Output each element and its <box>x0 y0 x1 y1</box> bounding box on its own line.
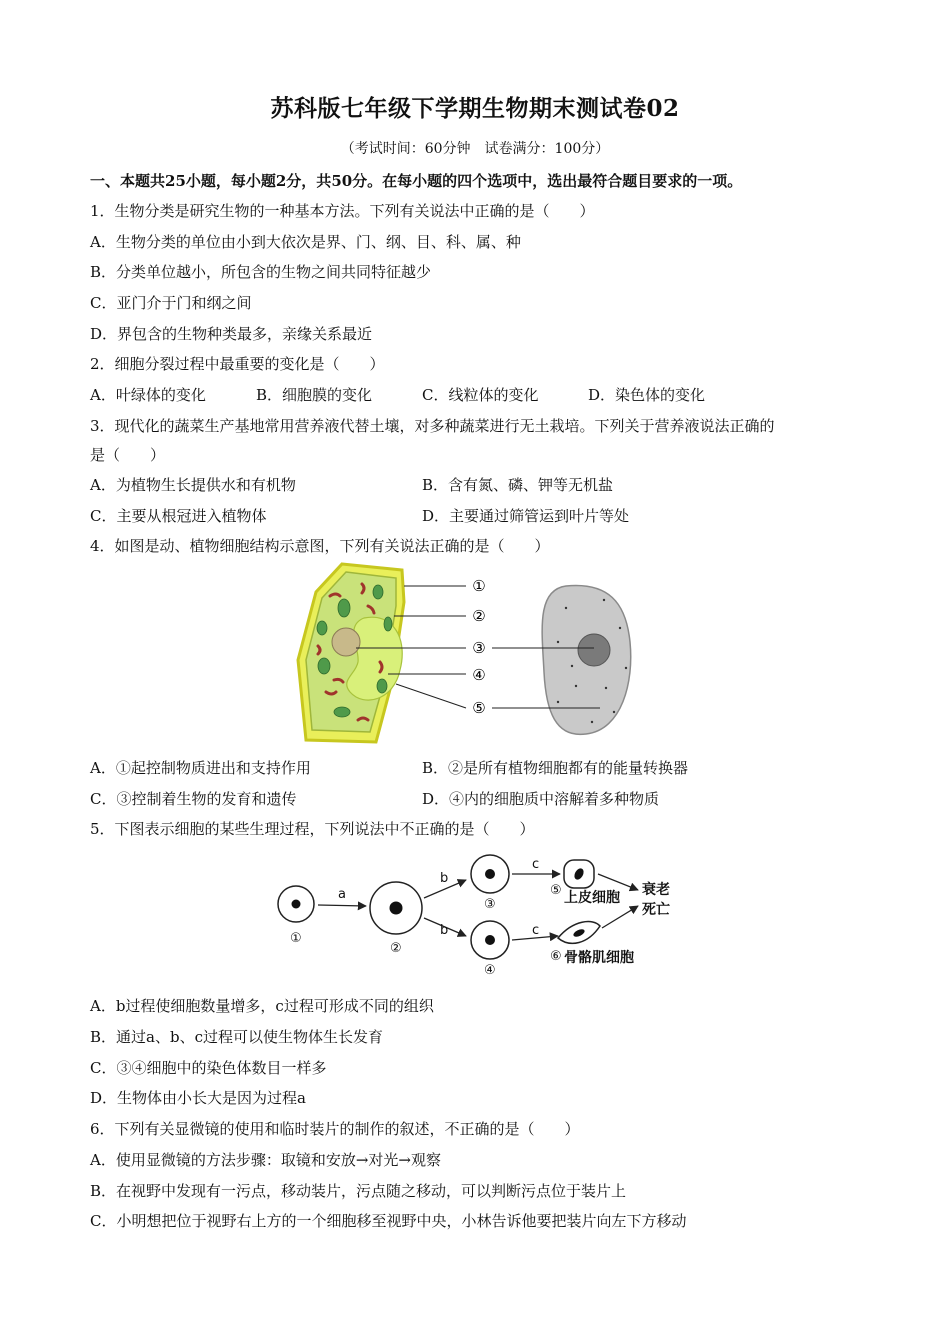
q3-stem-line1: 3．现代化的蔬菜生产基地常用营养液代替土壤，对多种蔬菜进行无土栽培。下列关于营养液说法正确的 <box>90 417 775 435</box>
section-heading: 一、本题共25小题，每小题2分，共50分。在每小题的四个选项中，选出最符合题目要求的一项。 <box>90 172 743 190</box>
label-b-lower: b <box>440 923 449 938</box>
cell-process-figure <box>268 848 688 980</box>
label-c-lower: c <box>532 923 540 938</box>
q6-option-a: A．使用显微镜的方法步骤：取镜和安放→对光→观察 <box>90 1151 441 1169</box>
label-5: ⑤ <box>472 699 486 717</box>
q3-option-b: B．含有氮、磷、钾等无机盐 <box>422 476 614 494</box>
q3-stem-line2: 是（ ） <box>90 446 166 464</box>
q2-option-c: C．线粒体的变化 <box>422 386 539 404</box>
q6-stem: 6．下列有关显微镜的使用和临时装片的制作的叙述，不正确的是（ ） <box>90 1120 580 1138</box>
num-3: ③ <box>484 897 496 912</box>
num-5: ⑤ <box>550 883 562 898</box>
q3-option-c: C．主要从根冠进入植物体 <box>90 507 267 525</box>
death-label: 死亡 <box>642 902 670 918</box>
label-b-upper: b <box>440 871 449 886</box>
num-2: ② <box>390 941 402 956</box>
label-a: a <box>338 887 346 902</box>
q5-option-b: B．通过a、b、c过程可以使生物体生长发育 <box>90 1028 383 1046</box>
q3-option-a: A．为植物生长提供水和有机物 <box>90 476 296 494</box>
q5-option-a: A．b过程使细胞数量增多，c过程可形成不同的组织 <box>90 997 434 1015</box>
q5-option-d: D．生物体由小长大是因为过程a <box>90 1089 306 1107</box>
epithelial-cell-label: 上皮细胞 <box>564 890 620 906</box>
q4-stem: 4．如图是动、植物细胞结构示意图，下列有关说法正确的是（ ） <box>90 537 550 555</box>
label-3: ③ <box>472 639 486 657</box>
q6-option-c: C．小明想把位于视野右上方的一个细胞移至视野中央，小林告诉他要把装片向左下方移动 <box>90 1212 687 1230</box>
label-1: ① <box>472 577 486 595</box>
page-title: 苏科版七年级下学期生物期末测试卷02 <box>270 95 680 122</box>
q2-stem: 2．细胞分裂过程中最重要的变化是（ ） <box>90 355 385 373</box>
skeletal-muscle-label: 骨骼肌细胞 <box>564 950 634 966</box>
cell-structure-figure <box>296 562 662 744</box>
label-c-upper: c <box>532 857 540 872</box>
q1-stem: 1．生物分类是研究生物的一种基本方法。下列有关说法中正确的是（ ） <box>90 202 595 220</box>
q6-option-b: B．在视野中发现有一污点，移动装片，污点随之移动，可以判断污点位于装片上 <box>90 1182 627 1200</box>
q4-option-b: B．②是所有植物细胞都有的能量转换器 <box>422 759 689 777</box>
animal-nucleus <box>578 634 610 666</box>
q2-option-a: A．叶绿体的变化 <box>90 386 206 404</box>
q1-option-a: A．生物分类的单位由小到大依次是界、门、纲、目、科、属、种 <box>90 233 521 251</box>
q1-option-c: C．亚门介于门和纲之间 <box>90 294 252 312</box>
q5-stem: 5．下图表示细胞的某些生理过程，下列说法中不正确的是（ ） <box>90 820 535 838</box>
num-4: ④ <box>484 963 496 978</box>
num-6: ⑥ <box>550 949 562 964</box>
q1-option-d: D．界包含的生物种类最多，亲缘关系最近 <box>90 325 373 343</box>
plant-nucleus <box>332 628 360 656</box>
num-1: ① <box>290 931 302 946</box>
q4-option-c: C．③控制着生物的发育和遗传 <box>90 790 297 808</box>
q5-option-c: C．③④细胞中的染色体数目一样多 <box>90 1059 327 1077</box>
exam-info: （考试时间：60分钟 试卷满分：100分） <box>340 141 610 157</box>
label-2: ② <box>472 607 486 625</box>
q1-option-b: B．分类单位越小，所包含的生物之间共同特征越少 <box>90 263 432 281</box>
q4-option-d: D．④内的细胞质中溶解着多种物质 <box>422 790 660 808</box>
aging-label: 衰老 <box>642 882 670 898</box>
q2-option-b: B．细胞膜的变化 <box>256 386 373 404</box>
q3-option-d: D．主要通过筛管运到叶片等处 <box>422 507 630 525</box>
q2-option-d: D．染色体的变化 <box>588 386 706 404</box>
q4-option-a: A．①起控制物质进出和支持作用 <box>90 759 311 777</box>
label-4: ④ <box>472 666 486 684</box>
